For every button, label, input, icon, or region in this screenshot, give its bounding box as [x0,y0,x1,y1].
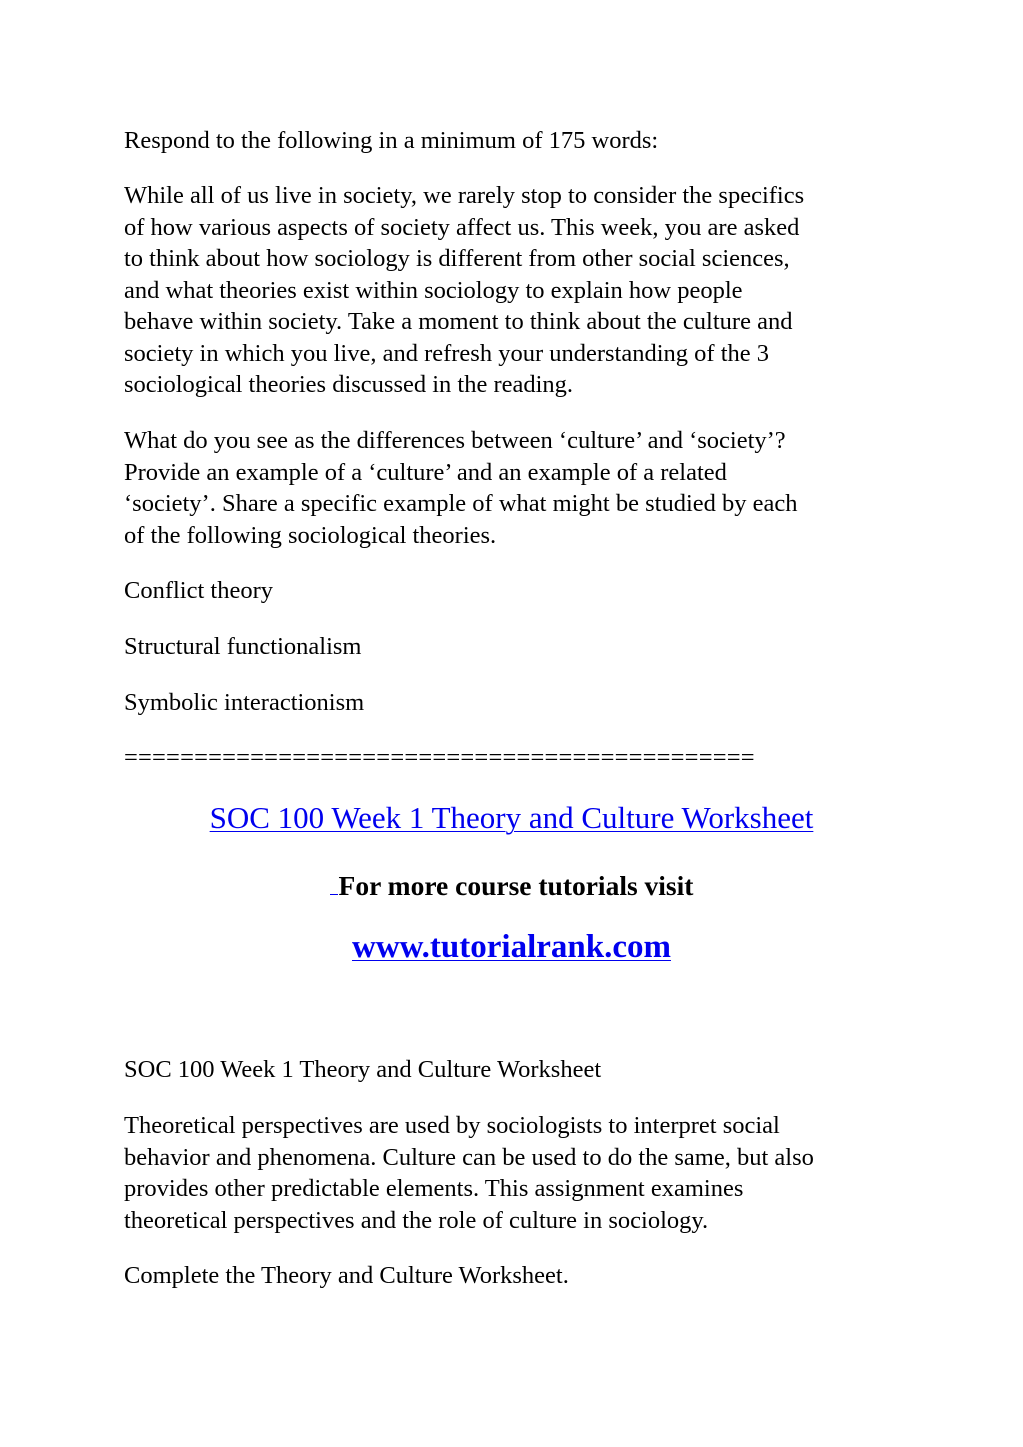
theory-conflict: Conflict theory [124,577,274,604]
paragraph-line: of how various aspects of society affect us. This week, you are asked [124,213,800,241]
worksheet-description [124,1110,914,1236]
visit-line [0,864,1023,904]
theory-symbolic-interactionism: Symbolic interactionism [124,689,365,716]
theory-structural-functionalism: Structural functionalism [124,633,362,660]
paragraph-line: While all of us live in society, we rarely stop to consider the specifics [124,182,805,209]
paragraph-line: to think about how sociology is different from other social sciences, [124,245,790,272]
paragraph-line: of the following sociological theories. [124,521,497,549]
heading-link-wrapper [0,798,1023,838]
paragraph-line: behave within society. Take a moment to think about the culture and [124,308,793,335]
intro-text: Respond to the following in a minimum of 175 words: [124,127,659,154]
visit-text: For more course tutorials visit [338,870,694,901]
paragraph-line: and what theories exist within sociology to explain how people [124,276,743,304]
separator-line: ============================================= [124,744,755,771]
paragraph-line: Theoretical perspectives are used by sociologists to interpret social [124,1112,780,1139]
paragraph-line: provides other predictable elements. This assignment examines [124,1175,744,1202]
paragraph-line: Provide an example of a ‘culture’ and an example of a related [124,458,727,486]
site-link-wrapper [0,925,1023,969]
prompt-paragraph-2 [124,425,914,551]
link-stub[interactable] [330,864,338,895]
course-heading-link[interactable]: SOC 100 Week 1 Theory and Culture Worksheet [209,800,814,835]
paragraph-line: theoretical perspectives and the role of culture in sociology. [124,1206,709,1234]
prompt-paragraph-1 [124,180,914,401]
paragraph-line: sociological theories discussed in the reading. [124,371,574,398]
paragraph-line: What do you see as the differences between ‘culture’ and ‘society’? [124,427,786,454]
paragraph-line: ‘society’. Share a specific example of what might be studied by each [124,490,798,517]
paragraph-line: behavior and phenomena. Culture can be used to do the same, but also [124,1143,814,1171]
paragraph-line: society in which you live, and refresh your understanding of the 3 [124,339,770,367]
worksheet-instruction: Complete the Theory and Culture Worksheet. [124,1262,569,1289]
tutorialrank-site-link[interactable]: www.tutorialrank.com [352,929,671,965]
worksheet-title: SOC 100 Week 1 Theory and Culture Worksheet [124,1056,602,1083]
